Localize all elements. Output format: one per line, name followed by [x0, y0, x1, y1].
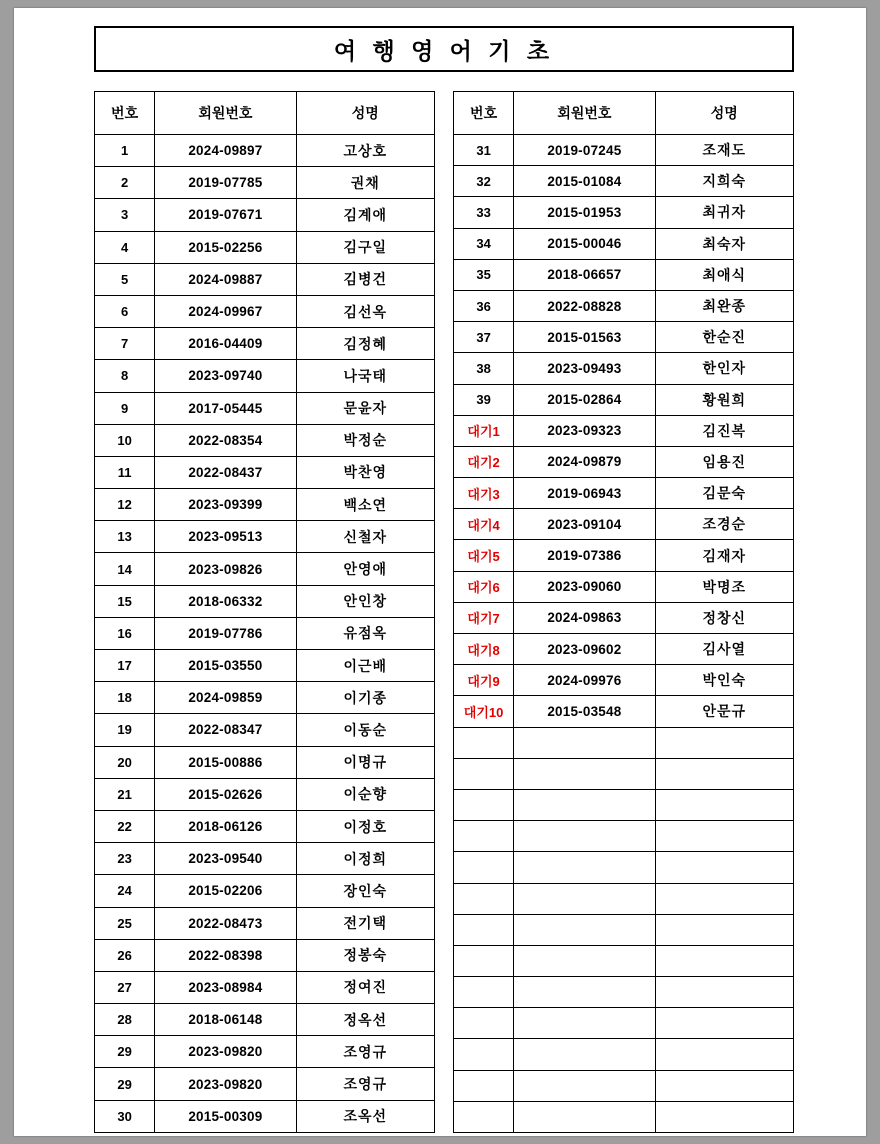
table-cell-empty [655, 852, 793, 883]
table-cell-num: 대기3 [454, 478, 514, 509]
table-cell-empty [454, 727, 514, 758]
table-cell-mem: 2015-00046 [514, 228, 655, 259]
table-cell-mem: 2022-08437 [155, 456, 296, 488]
table-row [454, 135, 794, 166]
table-cell-name: 안인창 [296, 585, 434, 617]
table-row [454, 478, 794, 509]
table-cell-mem: 2024-09897 [155, 135, 296, 167]
table-cell-mem: 2015-01953 [514, 197, 655, 228]
table-cell-name: 김진복 [655, 415, 793, 446]
table-row [95, 746, 435, 778]
column-header-name: 성명 [296, 92, 434, 135]
table-cell-mem: 2015-00886 [155, 746, 296, 778]
table-body-right [454, 135, 794, 1133]
table-cell-name: 황원희 [655, 384, 793, 415]
table-cell-num: 37 [454, 322, 514, 353]
table-cell-empty [514, 1101, 655, 1132]
table-cell-num: 11 [95, 456, 155, 488]
table-header-row [95, 92, 435, 135]
table-cell-mem: 2023-08984 [155, 971, 296, 1003]
table-cell-mem: 2015-00309 [155, 1100, 296, 1132]
table-cell-name: 김구일 [296, 231, 434, 263]
table-cell-name: 장인숙 [296, 875, 434, 907]
table-cell-empty [655, 1039, 793, 1070]
table-cell-mem: 2019-06943 [514, 478, 655, 509]
table-cell-empty [454, 1070, 514, 1101]
table-row [454, 789, 794, 820]
table-cell-num: 14 [95, 553, 155, 585]
table-row [95, 1004, 435, 1036]
table-row [454, 696, 794, 727]
table-cell-mem: 2022-08828 [514, 290, 655, 321]
table-cell-mem: 2023-09602 [514, 634, 655, 665]
table-cell-mem: 2024-09879 [514, 446, 655, 477]
document-title-box [94, 26, 794, 72]
table-cell-num: 21 [95, 778, 155, 810]
table-cell-name: 권채 [296, 167, 434, 199]
roster-table-right [453, 91, 794, 1133]
table-cell-empty [655, 821, 793, 852]
table-row [95, 939, 435, 971]
table-cell-empty [454, 914, 514, 945]
table-row [454, 1039, 794, 1070]
table-row [95, 617, 435, 649]
table-row [454, 1101, 794, 1132]
table-row [95, 360, 435, 392]
table-row [454, 228, 794, 259]
table-cell-name: 지희숙 [655, 166, 793, 197]
table-cell-name: 김사열 [655, 634, 793, 665]
table-cell-empty [514, 758, 655, 789]
table-cell-empty [454, 852, 514, 883]
table-cell-mem: 2019-07386 [514, 540, 655, 571]
table-cell-num: 대기2 [454, 446, 514, 477]
table-cell-mem: 2023-09513 [155, 521, 296, 553]
table-cell-name: 김재자 [655, 540, 793, 571]
column-header-member-no: 회원번호 [155, 92, 296, 135]
table-row [95, 810, 435, 842]
table-cell-mem: 2019-07785 [155, 167, 296, 199]
table-row [454, 945, 794, 976]
table-row [454, 634, 794, 665]
table-cell-name: 이기종 [296, 682, 434, 714]
table-cell-empty [514, 852, 655, 883]
table-row [454, 415, 794, 446]
table-cell-mem: 2023-09826 [155, 553, 296, 585]
table-cell-empty [655, 727, 793, 758]
table-cell-name: 최완종 [655, 290, 793, 321]
table-cell-empty [514, 945, 655, 976]
table-cell-name: 이근배 [296, 650, 434, 682]
table-cell-num: 10 [95, 424, 155, 456]
table-cell-name: 김정혜 [296, 328, 434, 360]
table-cell-name: 이정희 [296, 843, 434, 875]
table-cell-mem: 2022-08354 [155, 424, 296, 456]
table-row [95, 714, 435, 746]
table-cell-num: 22 [95, 810, 155, 842]
table-cell-mem: 2018-06332 [155, 585, 296, 617]
table-cell-num: 대기7 [454, 602, 514, 633]
table-row [95, 585, 435, 617]
table-cell-empty [454, 821, 514, 852]
table-cell-empty [655, 883, 793, 914]
table-cell-name: 한순진 [655, 322, 793, 353]
table-cell-num: 12 [95, 489, 155, 521]
table-cell-empty [514, 1039, 655, 1070]
table-cell-empty [514, 977, 655, 1008]
table-row [454, 1008, 794, 1039]
table-cell-num: 19 [95, 714, 155, 746]
table-cell-mem: 2019-07245 [514, 135, 655, 166]
table-cell-empty [454, 945, 514, 976]
table-row [95, 778, 435, 810]
table-header-row [454, 92, 794, 135]
table-cell-name: 나국태 [296, 360, 434, 392]
table-cell-num: 25 [95, 907, 155, 939]
table-cell-num: 2 [95, 167, 155, 199]
table-cell-mem: 2023-09493 [514, 353, 655, 384]
table-cell-name: 김문숙 [655, 478, 793, 509]
table-cell-mem: 2015-03548 [514, 696, 655, 727]
table-row [95, 843, 435, 875]
column-header-member-no: 회원번호 [514, 92, 655, 135]
table-cell-num: 28 [95, 1004, 155, 1036]
table-cell-mem: 2016-04409 [155, 328, 296, 360]
table-row [95, 167, 435, 199]
table-cell-name: 전기택 [296, 907, 434, 939]
table-cell-name: 유점옥 [296, 617, 434, 649]
table-cell-name: 조영규 [296, 1036, 434, 1068]
table-cell-num: 16 [95, 617, 155, 649]
table-cell-name: 정봉숙 [296, 939, 434, 971]
table-cell-mem: 2015-02626 [155, 778, 296, 810]
table-cell-num: 38 [454, 353, 514, 384]
table-cell-num: 대기6 [454, 571, 514, 602]
table-row [454, 353, 794, 384]
page-title: 여 행 영 어 기 초 [333, 37, 555, 64]
table-cell-empty [454, 789, 514, 820]
table-row [95, 392, 435, 424]
table-row [95, 875, 435, 907]
table-cell-name: 최귀자 [655, 197, 793, 228]
table-cell-name: 박정순 [296, 424, 434, 456]
table-body-left [95, 135, 435, 1133]
table-cell-mem: 2024-09887 [155, 263, 296, 295]
table-cell-empty [514, 914, 655, 945]
table-cell-num: 24 [95, 875, 155, 907]
table-cell-name: 한인자 [655, 353, 793, 384]
table-row [95, 682, 435, 714]
table-cell-num: 대기9 [454, 665, 514, 696]
table-row [95, 424, 435, 456]
roster-tables [94, 91, 794, 1133]
table-cell-num: 35 [454, 259, 514, 290]
table-cell-name: 임용진 [655, 446, 793, 477]
table-row [95, 295, 435, 327]
table-cell-num: 15 [95, 585, 155, 617]
table-row [95, 263, 435, 295]
table-cell-name: 조경순 [655, 509, 793, 540]
table-cell-mem: 2018-06126 [155, 810, 296, 842]
table-row [95, 199, 435, 231]
column-header-no: 번호 [95, 92, 155, 135]
table-cell-num: 39 [454, 384, 514, 415]
table-cell-empty [514, 1008, 655, 1039]
table-row [454, 821, 794, 852]
table-cell-mem: 2015-02206 [155, 875, 296, 907]
table-cell-num: 23 [95, 843, 155, 875]
table-row [95, 328, 435, 360]
table-cell-num: 4 [95, 231, 155, 263]
table-cell-name: 이순향 [296, 778, 434, 810]
table-cell-num: 9 [95, 392, 155, 424]
table-cell-num: 13 [95, 521, 155, 553]
table-cell-name: 김병건 [296, 263, 434, 295]
table-cell-mem: 2022-08398 [155, 939, 296, 971]
table-cell-num: 8 [95, 360, 155, 392]
table-row [454, 852, 794, 883]
table-cell-mem: 2015-03550 [155, 650, 296, 682]
table-cell-num: 29 [95, 1068, 155, 1100]
table-cell-num: 27 [95, 971, 155, 1003]
table-cell-name: 정옥선 [296, 1004, 434, 1036]
table-cell-name: 조영규 [296, 1068, 434, 1100]
table-cell-name: 안영애 [296, 553, 434, 585]
table-cell-empty [655, 1008, 793, 1039]
table-row [454, 322, 794, 353]
table-cell-mem: 2022-08473 [155, 907, 296, 939]
table-cell-name: 이명규 [296, 746, 434, 778]
table-cell-name: 신철자 [296, 521, 434, 553]
table-cell-num: 31 [454, 135, 514, 166]
table-cell-mem: 2018-06148 [155, 1004, 296, 1036]
table-cell-mem: 2022-08347 [155, 714, 296, 746]
table-cell-num: 30 [95, 1100, 155, 1132]
table-row [95, 521, 435, 553]
table-row [454, 665, 794, 696]
table-cell-name: 조옥선 [296, 1100, 434, 1132]
table-cell-name: 최숙자 [655, 228, 793, 259]
table-cell-name: 정여진 [296, 971, 434, 1003]
column-header-name: 성명 [655, 92, 793, 135]
table-row [95, 650, 435, 682]
table-cell-num: 대기8 [454, 634, 514, 665]
table-row [454, 571, 794, 602]
table-cell-empty [655, 758, 793, 789]
table-cell-mem: 2018-06657 [514, 259, 655, 290]
table-cell-empty [655, 1101, 793, 1132]
table-cell-name: 백소연 [296, 489, 434, 521]
table-cell-num: 1 [95, 135, 155, 167]
table-cell-mem: 2015-02864 [514, 384, 655, 415]
table-cell-mem: 2023-09740 [155, 360, 296, 392]
table-row [95, 1068, 435, 1100]
table-row [454, 602, 794, 633]
table-cell-num: 29 [95, 1036, 155, 1068]
table-cell-empty [655, 977, 793, 1008]
table-row [95, 1036, 435, 1068]
table-cell-empty [655, 914, 793, 945]
table-row [454, 883, 794, 914]
table-cell-mem: 2024-09976 [514, 665, 655, 696]
table-cell-num: 18 [95, 682, 155, 714]
table-row [454, 384, 794, 415]
table-cell-name: 조재도 [655, 135, 793, 166]
table-cell-name: 고상호 [296, 135, 434, 167]
table-cell-empty [454, 1008, 514, 1039]
table-row [454, 914, 794, 945]
table-cell-empty [454, 758, 514, 789]
table-cell-name: 이정호 [296, 810, 434, 842]
table-cell-num: 36 [454, 290, 514, 321]
table-row [95, 456, 435, 488]
table-cell-num: 대기10 [454, 696, 514, 727]
table-row [95, 489, 435, 521]
table-cell-name: 안문규 [655, 696, 793, 727]
table-cell-mem: 2019-07786 [155, 617, 296, 649]
table-cell-mem: 2015-02256 [155, 231, 296, 263]
table-cell-empty [655, 789, 793, 820]
table-cell-name: 박찬영 [296, 456, 434, 488]
table-cell-num: 33 [454, 197, 514, 228]
table-row [454, 290, 794, 321]
table-row [454, 1070, 794, 1101]
table-row [454, 977, 794, 1008]
table-cell-empty [514, 821, 655, 852]
table-cell-name: 이동순 [296, 714, 434, 746]
table-cell-name: 김계애 [296, 199, 434, 231]
table-row [95, 907, 435, 939]
table-cell-name: 정창신 [655, 602, 793, 633]
table-cell-num: 6 [95, 295, 155, 327]
table-row [95, 231, 435, 263]
table-cell-mem: 2023-09060 [514, 571, 655, 602]
table-cell-name: 김선옥 [296, 295, 434, 327]
table-cell-mem: 2023-09540 [155, 843, 296, 875]
table-cell-mem: 2015-01563 [514, 322, 655, 353]
table-cell-num: 32 [454, 166, 514, 197]
table-cell-empty [655, 945, 793, 976]
table-cell-num: 5 [95, 263, 155, 295]
table-row [454, 727, 794, 758]
table-row [454, 259, 794, 290]
table-cell-empty [514, 727, 655, 758]
table-cell-num: 26 [95, 939, 155, 971]
table-cell-empty [454, 883, 514, 914]
table-cell-empty [454, 1101, 514, 1132]
table-cell-num: 17 [95, 650, 155, 682]
table-row [454, 540, 794, 571]
table-row [454, 758, 794, 789]
table-cell-mem: 2024-09967 [155, 295, 296, 327]
table-cell-mem: 2023-09399 [155, 489, 296, 521]
table-cell-mem: 2019-07671 [155, 199, 296, 231]
table-cell-mem: 2023-09820 [155, 1068, 296, 1100]
table-cell-mem: 2023-09323 [514, 415, 655, 446]
table-cell-name: 박인숙 [655, 665, 793, 696]
table-row [95, 971, 435, 1003]
table-cell-empty [514, 789, 655, 820]
table-cell-empty [514, 1070, 655, 1101]
table-cell-mem: 2024-09863 [514, 602, 655, 633]
table-cell-mem: 2023-09820 [155, 1036, 296, 1068]
table-cell-name: 박명조 [655, 571, 793, 602]
paper-page [14, 8, 866, 1136]
roster-sheet [94, 26, 794, 1133]
table-cell-mem: 2023-09104 [514, 509, 655, 540]
table-cell-num: 대기5 [454, 540, 514, 571]
table-cell-num: 20 [95, 746, 155, 778]
table-cell-empty [454, 977, 514, 1008]
roster-table-left [94, 91, 435, 1133]
table-cell-num: 3 [95, 199, 155, 231]
table-row [454, 166, 794, 197]
table-cell-mem: 2017-05445 [155, 392, 296, 424]
table-row [95, 1100, 435, 1132]
table-row [95, 135, 435, 167]
table-cell-num: 대기1 [454, 415, 514, 446]
table-row [454, 446, 794, 477]
table-cell-empty [454, 1039, 514, 1070]
table-cell-mem: 2015-01084 [514, 166, 655, 197]
table-cell-empty [514, 883, 655, 914]
table-cell-name: 문윤자 [296, 392, 434, 424]
table-row [454, 197, 794, 228]
table-cell-num: 34 [454, 228, 514, 259]
table-cell-empty [655, 1070, 793, 1101]
table-row [95, 553, 435, 585]
table-row [454, 509, 794, 540]
table-cell-num: 대기4 [454, 509, 514, 540]
column-header-no: 번호 [454, 92, 514, 135]
table-cell-mem: 2024-09859 [155, 682, 296, 714]
table-cell-num: 7 [95, 328, 155, 360]
table-cell-name: 최애식 [655, 259, 793, 290]
